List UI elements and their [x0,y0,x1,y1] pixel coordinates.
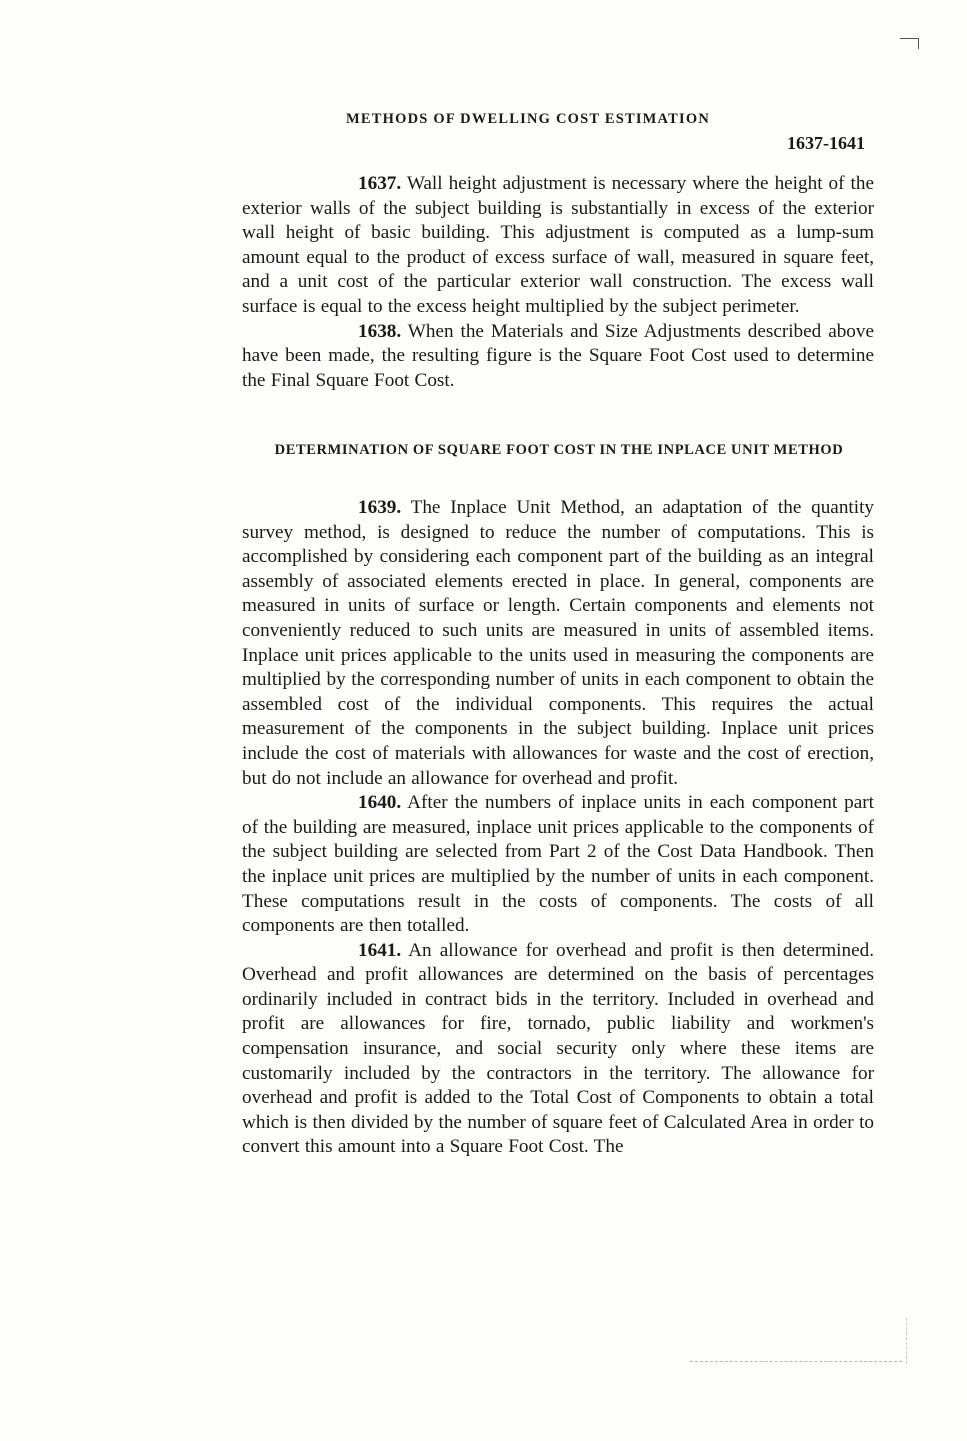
paragraph-number: 1637. [358,173,402,194]
scan-corner-mark [900,38,919,49]
paragraph-text: When the Materials and Size Adjustments described above have been made, the resulting figure is the Square Foot Cost used to determine the Final Square Foot Cost. [242,320,875,391]
section-range: 1637-1641 [787,133,865,153]
section-subheading: DETERMINATION OF SQUARE FOOT COST IN THE INPLACE UNIT METHOD [274,442,844,458]
paragraph-1639 [242,496,874,791]
paragraph-text: An allowance for overhead and profit is then determined. Overhead and profit allowances are determined on the basis of percentages ordinarily included in contract bids in the territory. Included in overhead and profit are allowances for fire, tornado, public liability and workmen's compensation insurance, and social security only where these items are customarily included by the contractors in the territory. The allowance for overhead and profit is added to the Total Cost of Components to obtain a total which is then divided by the number of square feet of Calculated Area in order to convert this amount into a Square Foot Cost. The [242,939,874,1158]
running-head: METHODS OF DWELLING COST ESTIMATION [346,111,711,127]
scan-bottom-rule [690,1361,902,1362]
paragraph-number: 1639. [358,497,402,518]
text-block-lower [242,496,874,1160]
paragraph-number: 1640. [358,792,402,814]
paragraph-text: After the numbers of inplace units in each component part of the building are measured, inplace unit prices applicable to the components of the subject building are selected from Part 2 of the Cost Data Handbook. Then the inplace unit prices are multiplied by the number of units in each component. These computations result in the costs of components. The costs of all components are then totalled. [242,792,874,937]
paragraph-1638 [242,320,874,394]
paragraph-text: Wall height adjustment is necessary where the height of the exterior walls of the subject building is substantially in excess of the exterior wall height of basic building. This adjustment is computed as a lump-sum amount equal to the product of excess surface of wall, measured in square feet, and a unit cost of the particular exterior wall construction. The excess wall surface is equal to the excess height multiplied by the subject perimeter. [242,173,874,317]
scan-edge-mark [906,1318,907,1364]
paragraph-1640 [242,791,874,939]
text-block-upper [242,172,874,393]
paragraph-number: 1641. [358,939,402,961]
paragraph-1637 [242,172,874,320]
paragraph-number: 1638. [358,320,402,342]
paragraph-1641 [242,939,874,1160]
paragraph-text: The Inplace Unit Method, an adaptation of the quantity survey method, is designed to reduce the number of computations. This is accomplished by considering each component part of the building as an integral assembly of associated elements erected in place. In general, components are measured in units of surface or length. Certain components and elements not conveniently reduced to such units are measured in units of assembled items. Inplace unit prices applicable to the units used in measuring the components are multiplied by the corresponding number of units in each component to obtain the assembled cost of the individual components. This requires the actual measurement of the components in the subject building. Inplace unit prices include the cost of materials with allowances for waste and the cost of erection, but do not include an allowance for overhead and profit. [242,497,874,789]
